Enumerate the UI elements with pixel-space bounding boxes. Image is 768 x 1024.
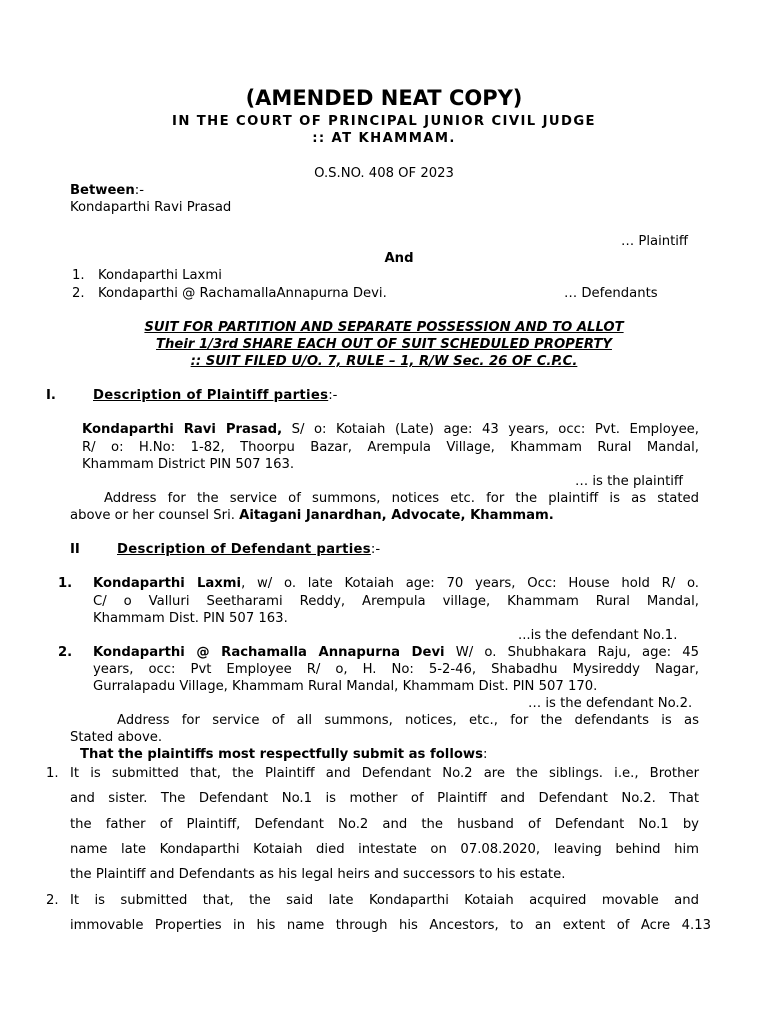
defendant1-desc-name: Kondaparthi Laxmi	[93, 576, 242, 591]
defendant2-desc-number: 2.	[58, 645, 73, 660]
between-suffix: :-	[134, 183, 144, 198]
section2-numeral: II	[70, 542, 80, 557]
defendant2-desc-line1	[93, 645, 699, 660]
submit-heading-text: That the plaintiffs most respectfully submit as follows	[80, 747, 483, 762]
section1-heading-suffix: :-	[328, 388, 338, 403]
court-name: IN THE COURT OF PRINCIPAL JUNIOR CIVIL JUDGE	[172, 114, 596, 129]
para1-line5: the Plaintiff and Defendants as his legal heirs and successors to his estate.	[70, 867, 566, 882]
defendant-service-line1: Address for service of all summons, notices, etc., for the defendants is as	[117, 713, 699, 728]
plaintiff-desc-name: Kondaparthi Ravi Prasad,	[82, 422, 283, 437]
plaintiff-service-line1: Address for the service of summons, notices etc. for the plaintiff is as stated	[104, 491, 699, 506]
section2-heading-suffix: :-	[370, 542, 381, 557]
para1-number: 1.	[46, 766, 59, 781]
submit-heading	[80, 747, 487, 762]
suit-title-line1: SUIT FOR PARTITION AND SEPARATE POSSESSION AND TO ALLOT	[144, 320, 624, 335]
and-label: And	[384, 251, 414, 266]
between-word: Between	[70, 183, 135, 198]
defendant2-desc-line3: Gurralapadu Village, Khammam Rural Mandal, Khammam Dist. PIN 507 170.	[93, 679, 598, 694]
plaintiff-role: … Plaintiff	[621, 234, 689, 249]
plaintiff-service-line2	[70, 508, 554, 523]
defendant2-desc-rest: W/ o. Shubhakara Raju, age: 45	[444, 645, 699, 660]
defendant2-name: Kondaparthi @ RachamallaAnnapurna Devi.	[98, 286, 387, 301]
defendant2-desc-line2: years, occ: Pvt Employee R/ o, H. No: 5-2-46, Shabadhu Mysireddy Nagar,	[93, 662, 699, 677]
defendant1-desc-line3: Khammam Dist. PIN 507 163.	[93, 611, 288, 626]
document-title: (AMENDED NEAT COPY)	[245, 86, 523, 110]
para1-line4: name late Kondaparthi Kotaiah died intestate on 07.08.2020, leaving behind him	[70, 842, 699, 857]
para1-line1: It is submitted that, the Plaintiff and Defendant No.2 are the siblings. i.e., Brother	[70, 766, 699, 781]
defendant1-desc-role: ...is the defendant No.1.	[518, 628, 678, 643]
section1-heading	[93, 388, 337, 403]
submit-heading-colon: :	[482, 747, 488, 762]
defendant-service-line2: Stated above.	[70, 730, 163, 745]
between-label	[70, 183, 144, 198]
counsel-name: Aitagani Janardhan, Advocate, Khammam.	[239, 508, 554, 523]
defendant1-desc-number: 1.	[58, 576, 73, 591]
defendant2-desc-role: … is the defendant No.2.	[528, 696, 693, 711]
case-number: O.S.NO. 408 OF 2023	[314, 166, 454, 181]
plaintiff-desc-role: … is the plaintiff	[575, 474, 683, 489]
para1-line3: the father of Plaintiff, Defendant No.2 and the husband of Defendant No.1 by	[70, 817, 699, 832]
plaintiff-service-pre: above or her counsel Sri.	[70, 508, 240, 523]
suit-title-line2: Their 1/3rd SHARE EACH OUT OF SUIT SCHEDULED PROPERTY	[156, 337, 612, 352]
para1-line2: and sister. The Defendant No.1 is mother of Plaintiff and Defendant No.2. That	[70, 791, 699, 806]
section2-heading	[117, 542, 380, 557]
plaintiff-desc-line3: Khammam District PIN 507 163.	[82, 457, 295, 472]
defendant1-desc-rest: , w/ o. late Kotaiah age: 70 years, Occ: House hold R/ o.	[241, 576, 699, 591]
defendant1-number: 1.	[72, 268, 85, 283]
plaintiff-desc-line1	[82, 422, 699, 437]
defendant2-number: 2.	[72, 286, 85, 301]
plaintiff-name: Kondaparthi Ravi Prasad	[70, 200, 232, 215]
defendant1-name: Kondaparthi Laxmi	[98, 268, 222, 283]
para2-line2: immovable Properties in his name through his Ancestors, to an extent of Acre 4.13	[70, 918, 711, 933]
court-location: :: AT KHAMMAM.	[312, 131, 456, 146]
section1-numeral: I.	[46, 388, 56, 403]
para2-number: 2.	[46, 893, 59, 908]
section1-heading-text: Description of Plaintiff parties	[93, 388, 329, 403]
defendant1-desc-line1	[93, 576, 699, 591]
defendant1-desc-line2: C/ o Valluri Seetharami Reddy, Arempula village, Khammam Rural Mandal,	[93, 594, 699, 609]
plaintiff-desc-rest: S/ o: Kotaiah (Late) age: 43 years, occ: Pvt. Employee,	[282, 422, 699, 437]
section2-heading-text: Description of Defendant parties	[117, 542, 371, 557]
para2-line1: It is submitted that, the said late Kondaparthi Kotaiah acquired movable and	[70, 893, 699, 908]
defendant2-desc-name: Kondaparthi @ Rachamalla Annapurna Devi	[93, 645, 445, 660]
defendants-role: … Defendants	[564, 286, 658, 301]
plaintiff-desc-line2: R/ o: H.No: 1-82, Thoorpu Bazar, Arempula Village, Khammam Rural Mandal,	[82, 440, 699, 455]
suit-title-line3: :: SUIT FILED U/O. 7, RULE – 1, R/W Sec. 26 OF C.P.C.	[190, 354, 578, 369]
